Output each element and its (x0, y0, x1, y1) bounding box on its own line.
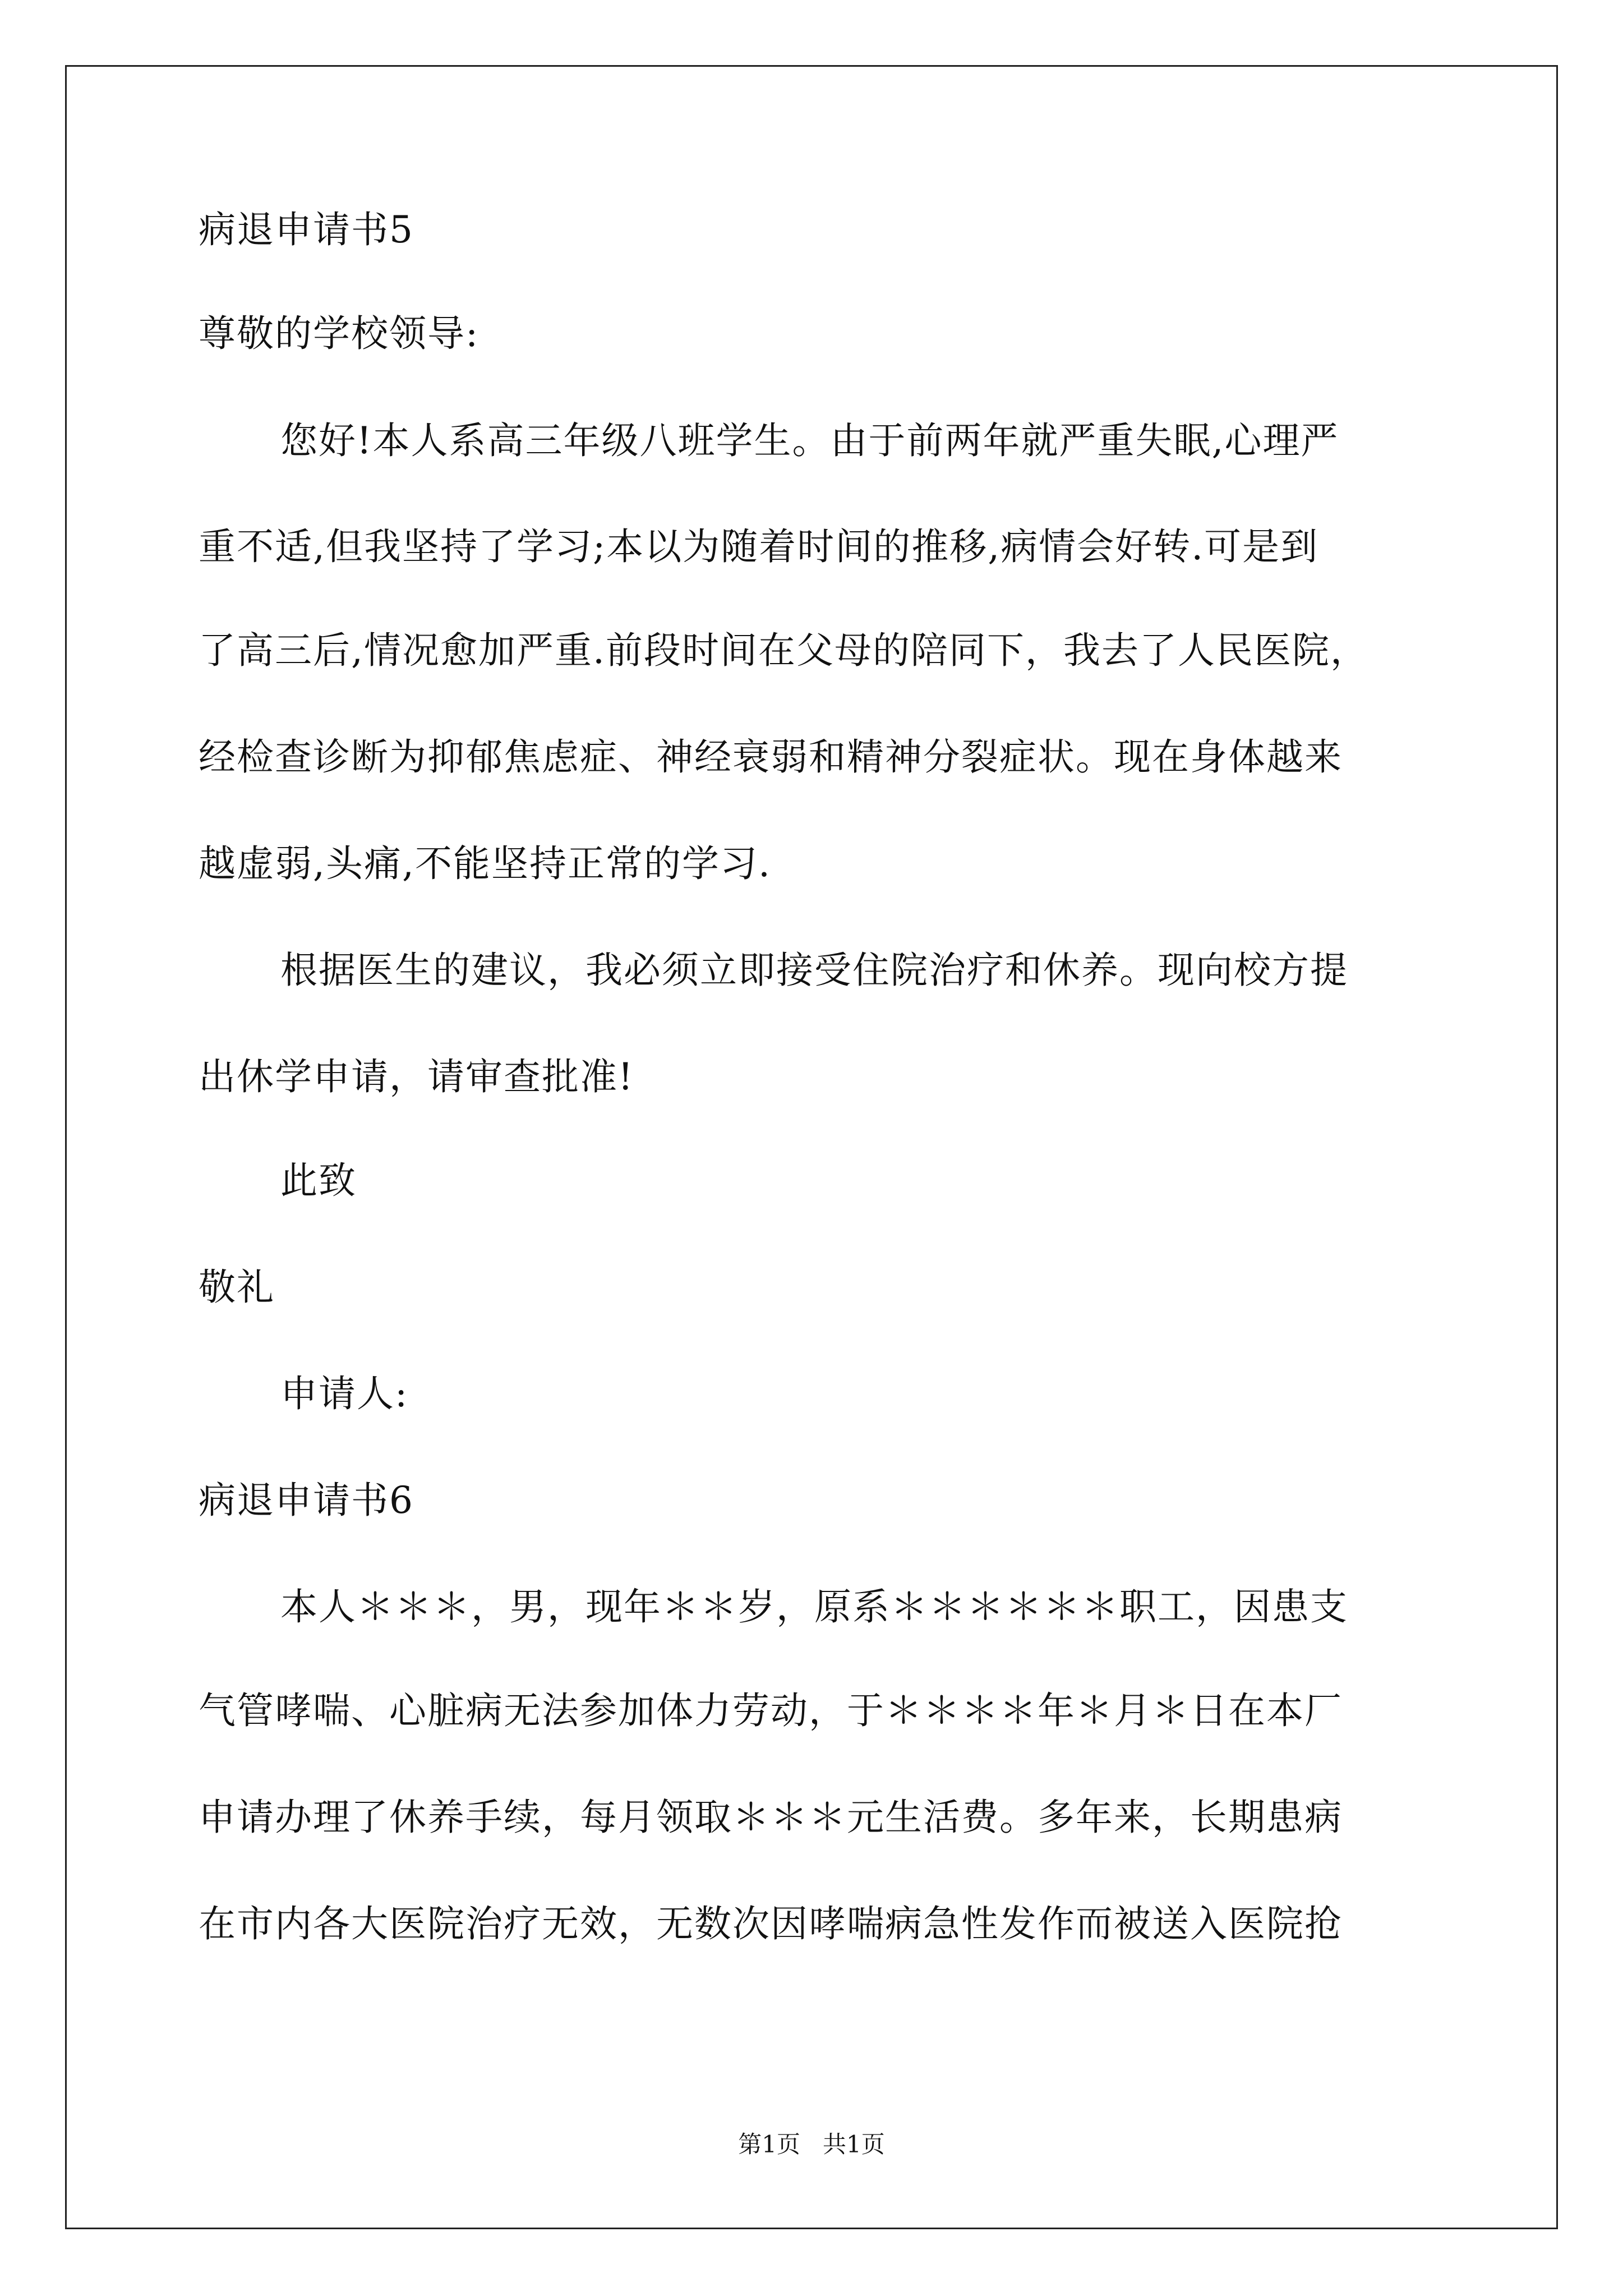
paragraph-line: 申请办理了休养手续，每月领取＊＊＊元生活费。多年来，长期患病 (199, 1796, 1343, 1839)
paragraph-line: 出休学申请，请审查批准! (199, 1055, 634, 1098)
paragraph-line: 气管哮喘、心脏病无法参加体力劳动，于＊＊＊＊年＊月＊日在本厂 (199, 1689, 1343, 1732)
closing-jing-li: 敬礼 (199, 1266, 275, 1309)
paragraph-line: 越虚弱,头痛,不能坚持正常的学习. (199, 842, 771, 885)
paragraph-line: 根据医生的建议，我必须立即接受住院治疗和休养。现向校方提 (280, 949, 1348, 992)
section-title-5: 病退申请书5 (199, 208, 414, 251)
paragraph-line: 本人＊＊＊，男，现年＊＊岁，原系＊＊＊＊＊＊职工，因患支 (280, 1585, 1348, 1628)
paragraph-line: 经检查诊断为抑郁焦虑症、神经衰弱和精神分裂症状。现在身体越来 (199, 735, 1343, 779)
paragraph-line: 了高三后,情况愈加严重.前段时间在父母的陪同下，我去了人民医院， (199, 629, 1368, 672)
paragraph-line: 重不适,但我坚持了学习;本以为随着时间的推移,病情会好转.可是到 (199, 525, 1319, 568)
applicant-signature: 申请人: (280, 1372, 409, 1415)
salutation: 尊敬的学校领导: (199, 312, 479, 355)
paragraph-line: 您好!本人系高三年级八班学生。由于前两年就严重失眠,心理严 (280, 419, 1339, 462)
closing-ci-zhi: 此致 (280, 1159, 357, 1202)
paragraph-line: 在市内各大医院治疗无效，无数次因哮喘病急性发作而被送入医院抢 (199, 1902, 1343, 1945)
page-number: 第1页 共1页 (738, 2131, 885, 2158)
section-title-6: 病退申请书6 (199, 1479, 414, 1522)
